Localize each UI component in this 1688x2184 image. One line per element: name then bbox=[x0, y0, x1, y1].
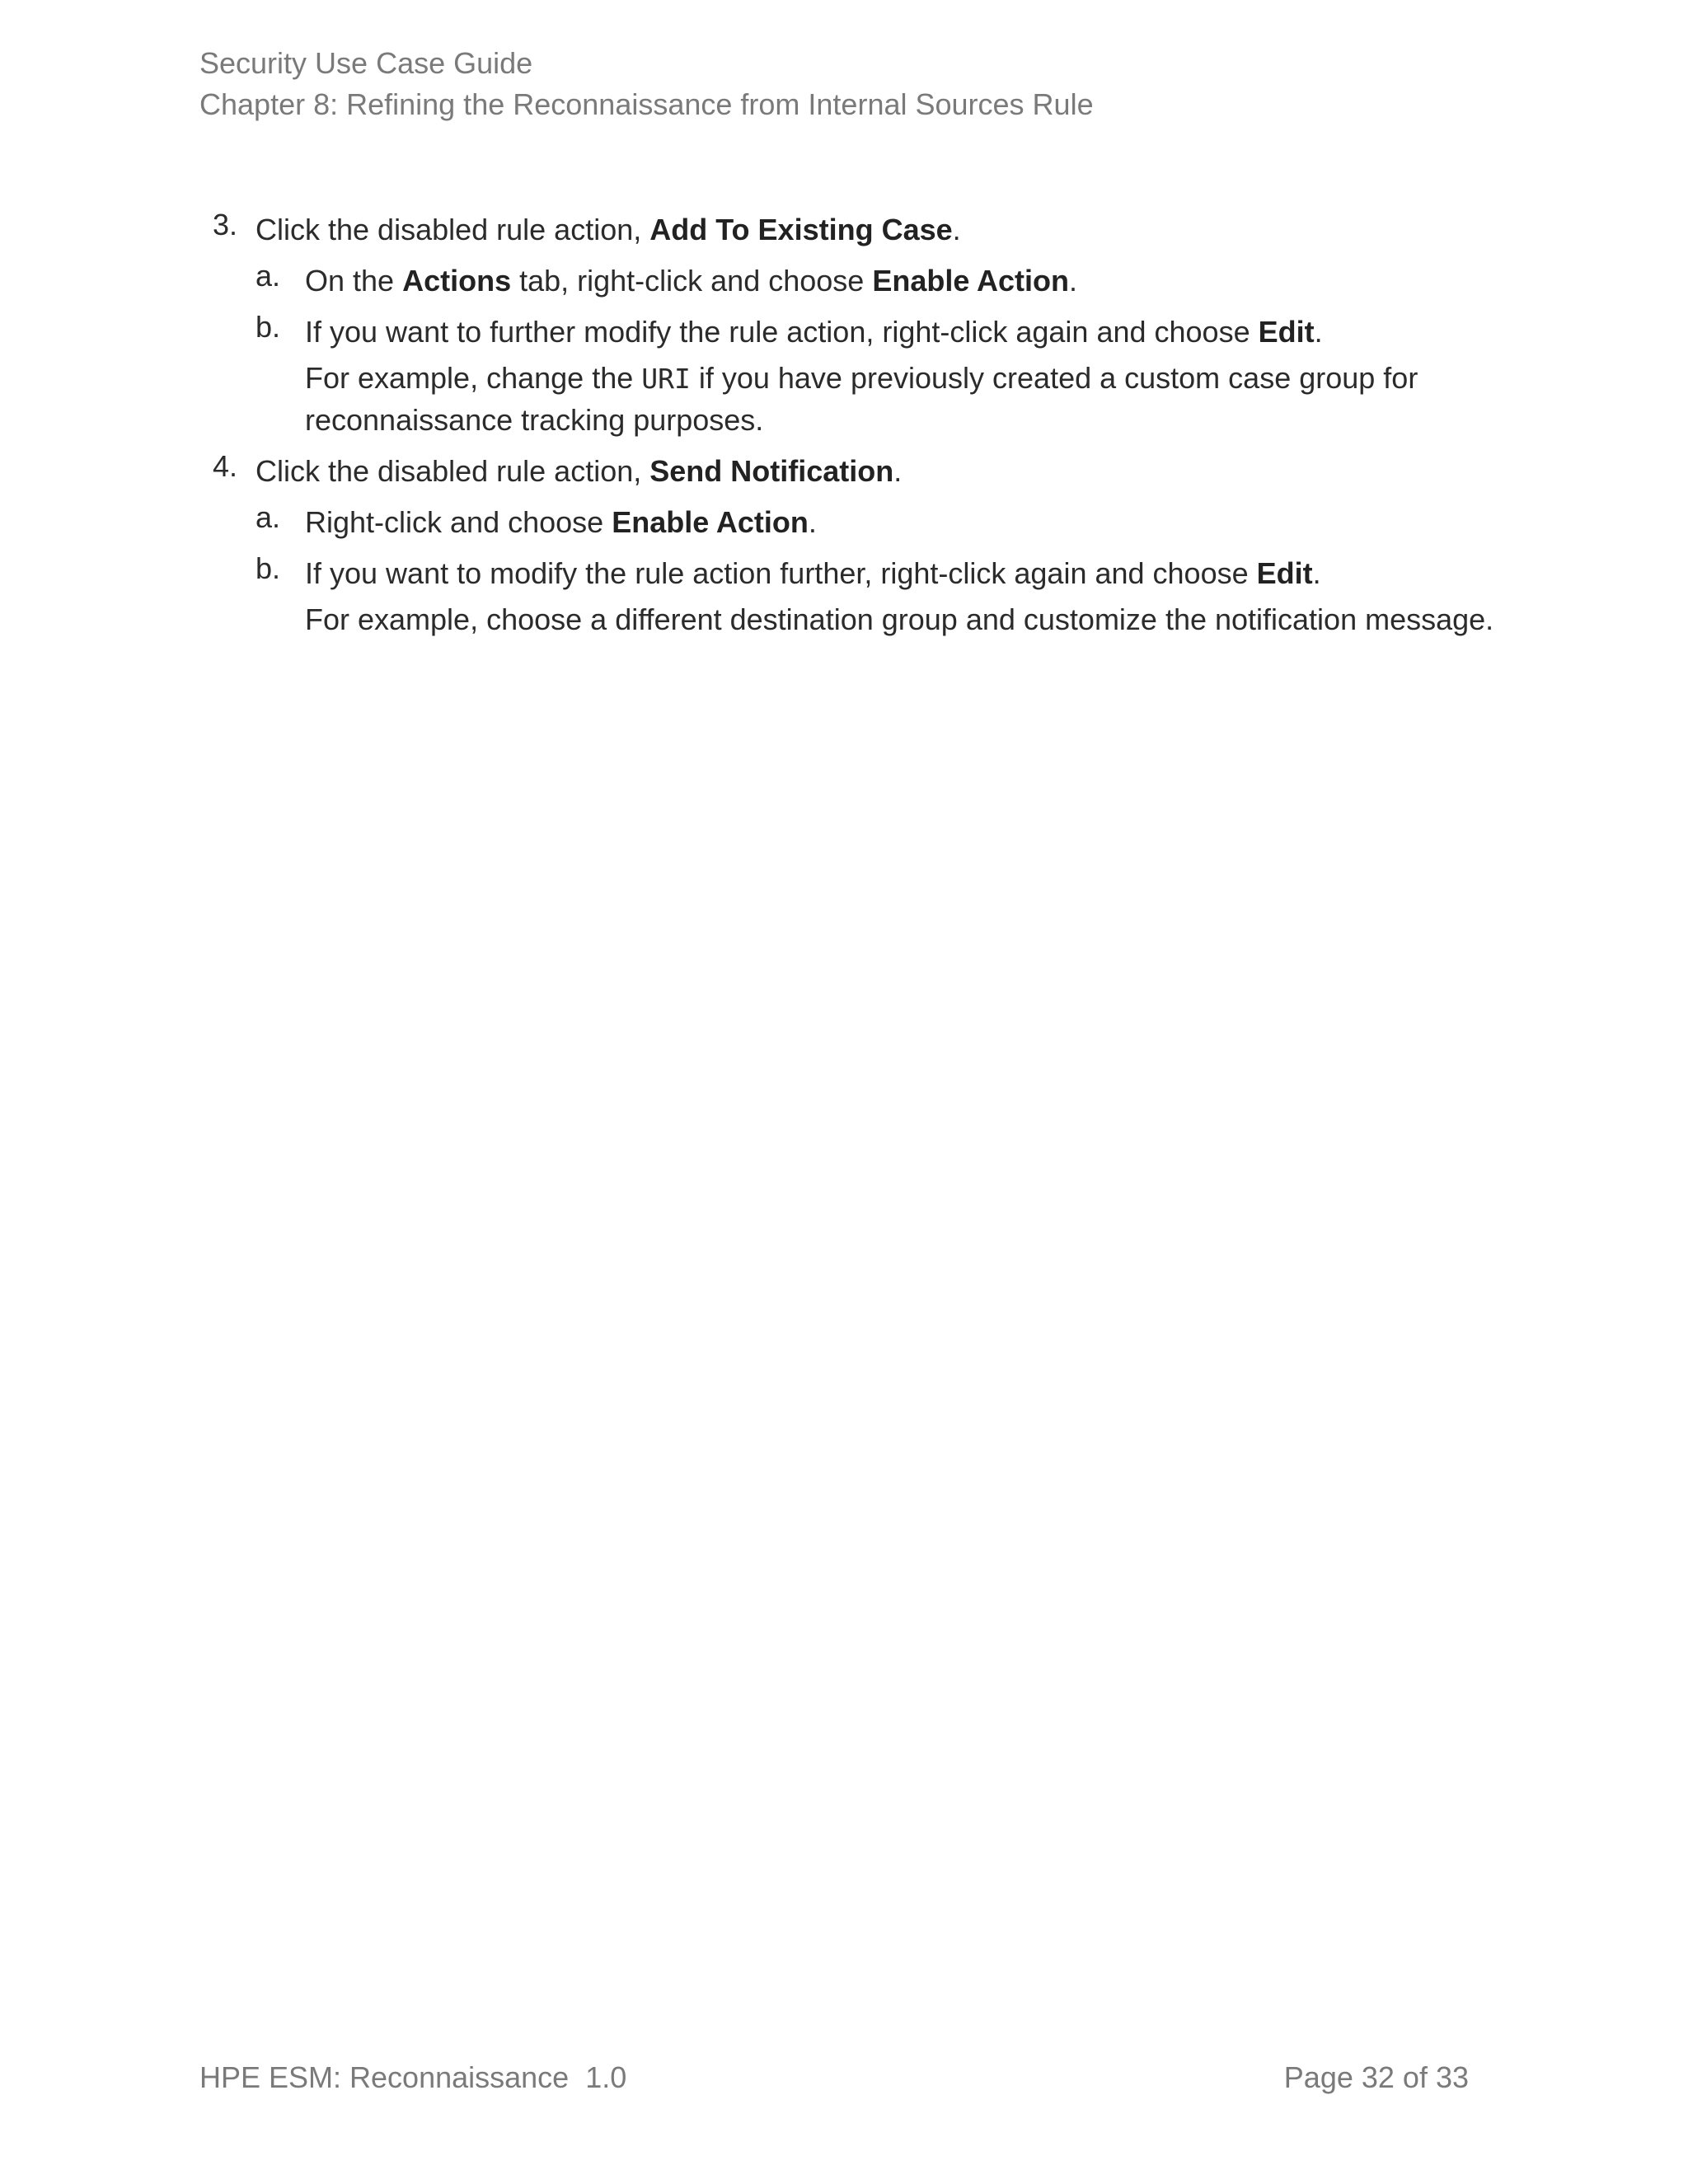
example-note: For example, choose a different destination group and customize the notification message. bbox=[305, 602, 1494, 636]
footer-product bbox=[199, 2057, 626, 2098]
step-3 bbox=[213, 208, 1498, 441]
step-number: 3. bbox=[213, 208, 238, 241]
running-header bbox=[199, 43, 1094, 125]
substep-letter: b. bbox=[256, 310, 281, 344]
step-number: 4. bbox=[213, 449, 238, 483]
code-term: URI bbox=[641, 363, 691, 395]
ui-term: Edit bbox=[1258, 315, 1315, 349]
step-4 bbox=[213, 449, 1498, 640]
product-name: HPE ESM: Reconnaissance bbox=[199, 2060, 570, 2094]
guide-title: Security Use Case Guide bbox=[199, 46, 533, 80]
ui-term: Edit bbox=[1256, 556, 1313, 590]
substep-list bbox=[256, 259, 1498, 441]
example-note: For example, change the URI if you have previously created a custom case group for reconnaissance tracking purposes. bbox=[305, 361, 1418, 437]
substep-text: Right-click and choose Enable Action. bbox=[305, 505, 817, 539]
product-version: 1.0 bbox=[585, 2060, 627, 2094]
page-number: Page 32 of 33 bbox=[1283, 2060, 1469, 2094]
substep-3a bbox=[256, 259, 1498, 303]
step-text: Click the disabled rule action, Add To Existing Case. bbox=[256, 213, 961, 246]
substep-letter: a. bbox=[256, 500, 281, 534]
substep-4a bbox=[256, 500, 1498, 545]
substep-text: If you want to further modify the rule action, right-click again and choose Edit. bbox=[305, 315, 1323, 349]
substep-list bbox=[256, 500, 1498, 640]
substep-text: If you want to modify the rule action further, right-click again and choose Edit. bbox=[305, 556, 1321, 590]
substep-3b bbox=[256, 310, 1498, 441]
ui-term: Enable Action bbox=[872, 264, 1070, 298]
chapter-title: Chapter 8: Refining the Reconnaissance from Internal Sources Rule bbox=[199, 87, 1094, 121]
ui-term: Send Notification bbox=[649, 454, 894, 488]
step-text: Click the disabled rule action, Send Notification. bbox=[256, 454, 903, 488]
procedure-steps bbox=[213, 208, 1498, 640]
substep-letter: a. bbox=[256, 259, 281, 293]
substep-4b bbox=[256, 551, 1498, 640]
ui-term: Add To Existing Case bbox=[649, 213, 953, 246]
substep-letter: b. bbox=[256, 551, 281, 585]
ui-term: Enable Action bbox=[612, 505, 809, 539]
ui-term: Actions bbox=[402, 264, 512, 298]
substep-text: On the Actions tab, right-click and choose Enable Action. bbox=[305, 264, 1078, 298]
